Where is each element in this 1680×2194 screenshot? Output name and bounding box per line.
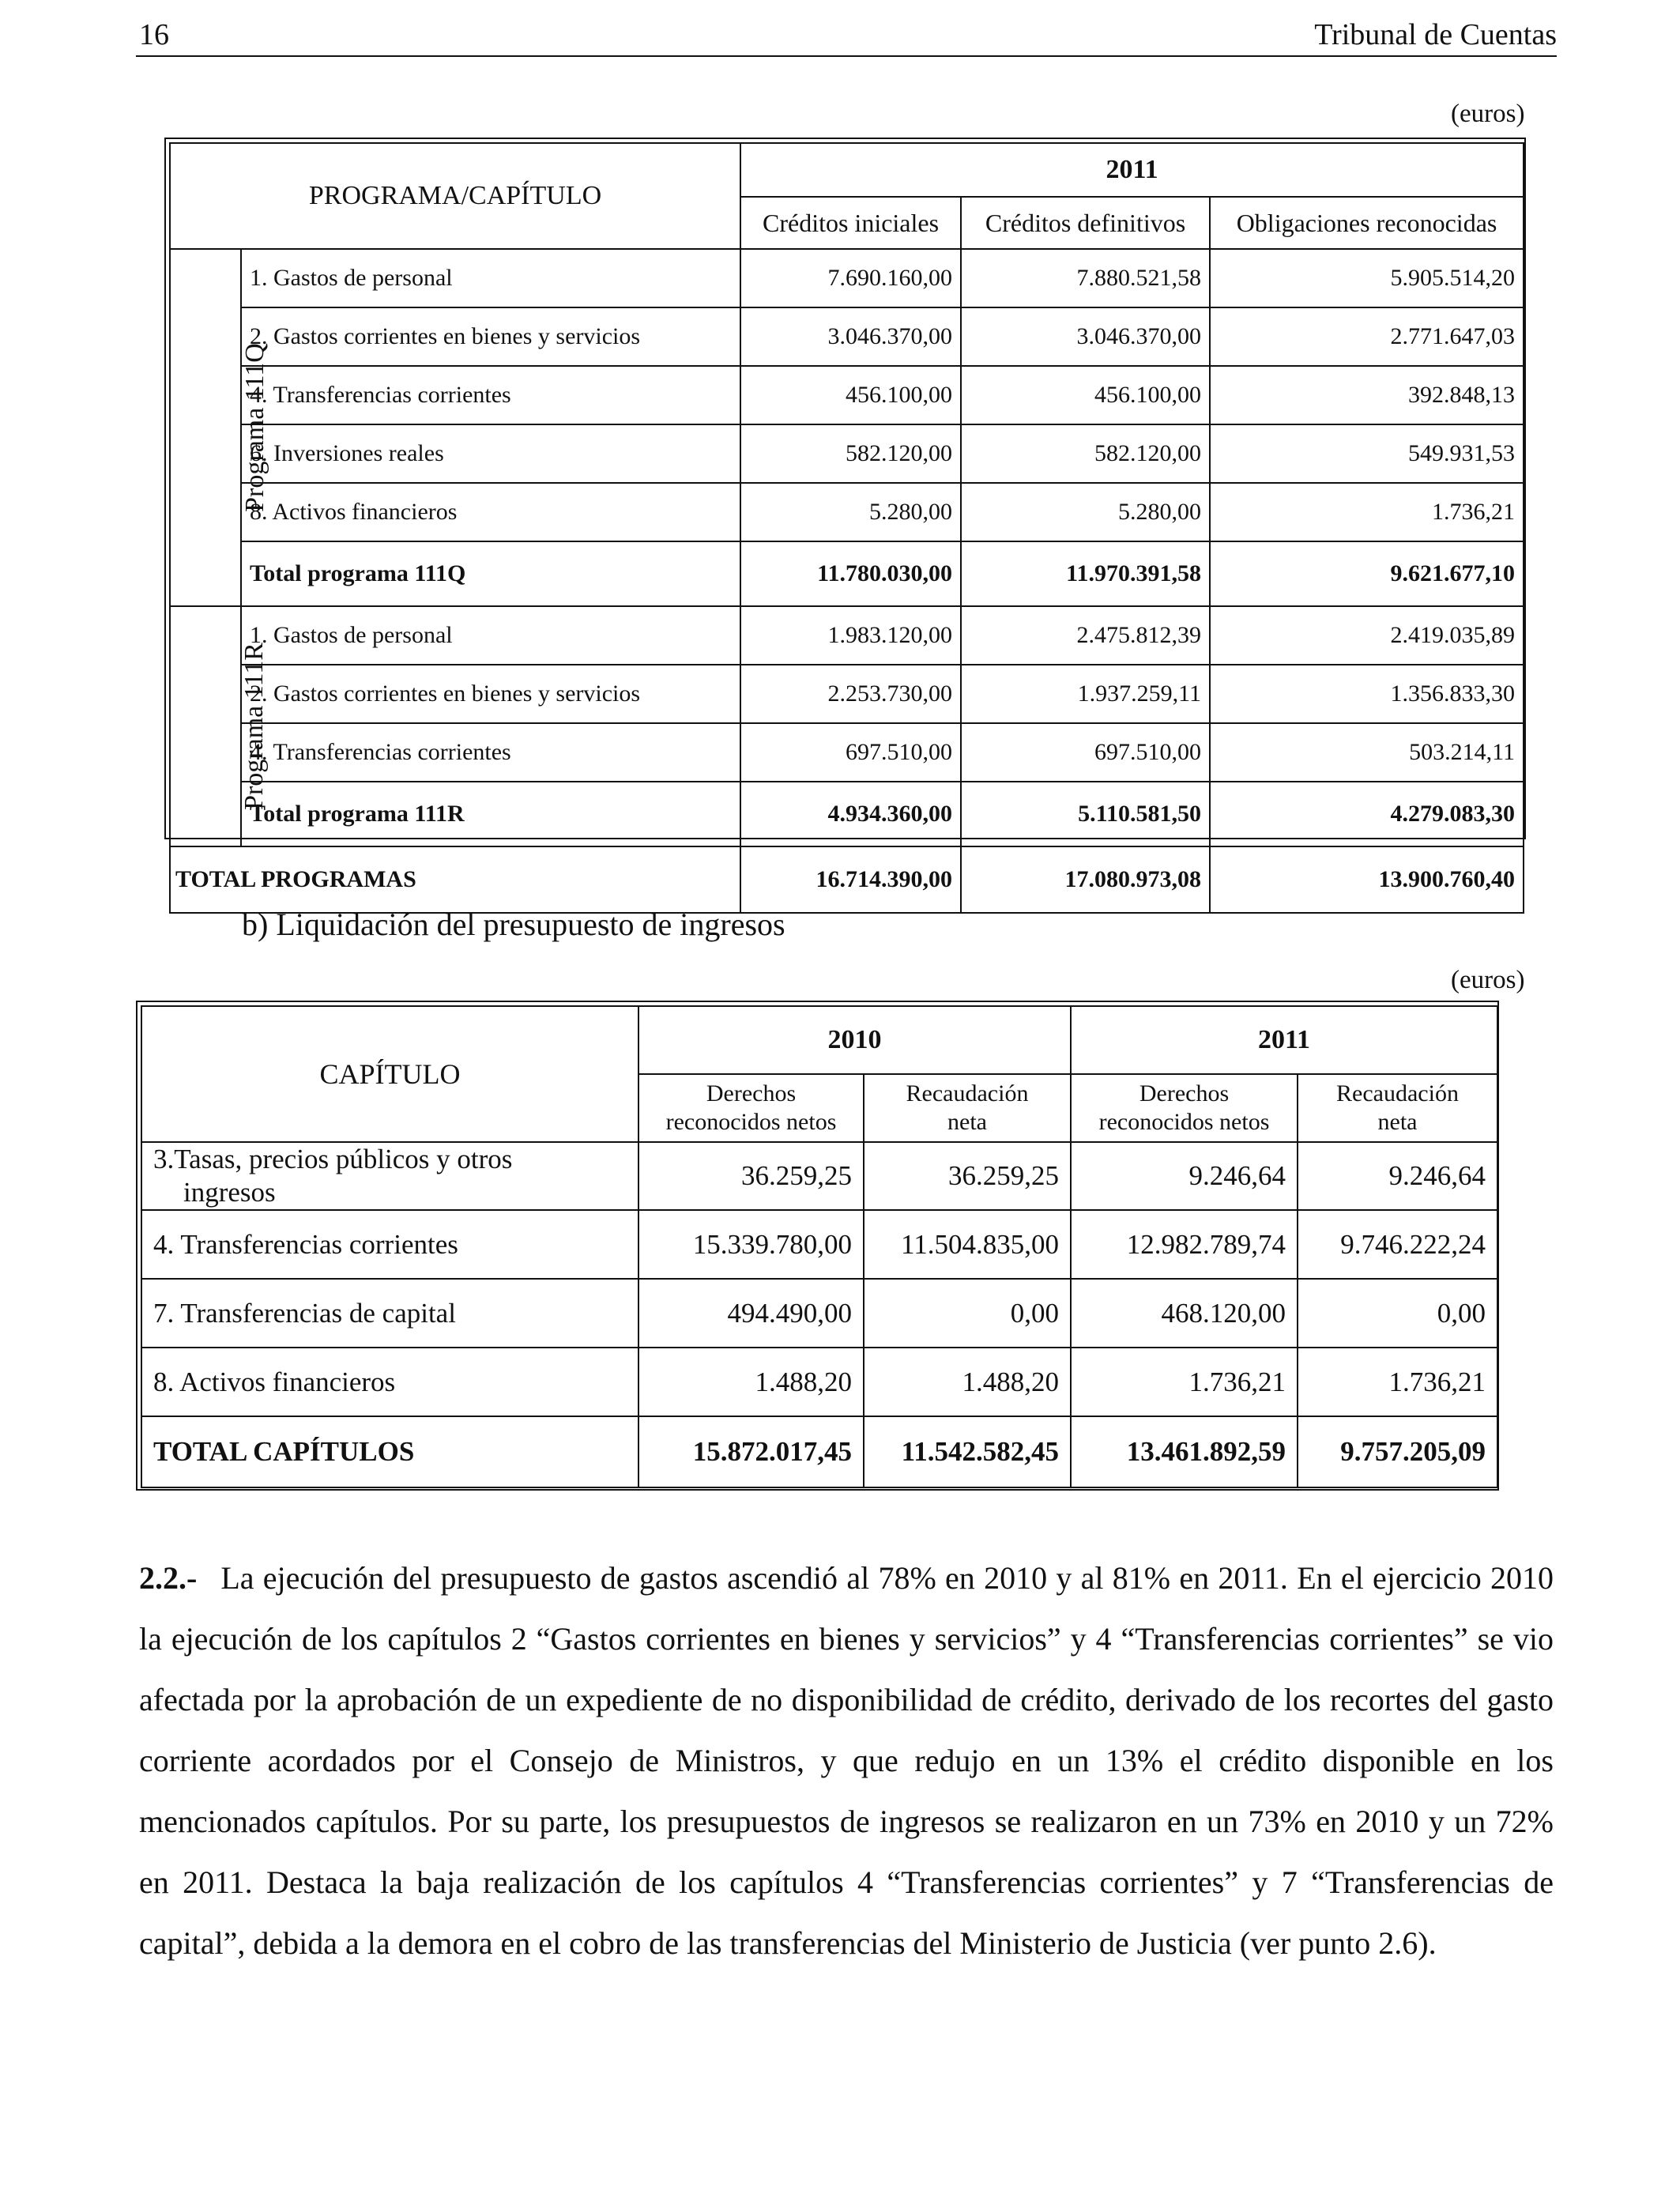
table-row	[170, 249, 1524, 307]
program-total-row	[170, 541, 1524, 606]
sub-column-header	[638, 1074, 864, 1142]
year-header: 2011	[740, 143, 1524, 197]
sub-column-header-line: reconocidos netos	[665, 1109, 837, 1135]
total-value: 11.542.582,45	[864, 1416, 1071, 1487]
cell-value: 7.690.160,00	[740, 249, 961, 307]
sub-column-header-line: Recaudación	[1336, 1080, 1459, 1106]
program-total-row	[170, 782, 1524, 846]
sub-column-header-line: Derechos	[1139, 1080, 1230, 1106]
capitulo-header: CAPÍTULO	[141, 1006, 638, 1142]
program-total-label: Total programa 111R	[241, 782, 740, 846]
cell-value: 0,00	[1298, 1279, 1497, 1348]
col-header-creditos-iniciales: Créditos iniciales	[740, 197, 961, 249]
program-name: Programa 111R	[239, 643, 269, 810]
program-label	[170, 606, 269, 846]
col-header-creditos-definitivos: Créditos definitivos	[961, 197, 1210, 249]
program-total-value: 11.780.030,00	[740, 541, 961, 606]
gastos-table-frame	[164, 138, 1526, 892]
program-name: Programa 111Q	[239, 343, 269, 512]
table-row	[141, 1279, 1497, 1348]
ingresos-unit-label: (euros)	[1451, 966, 1525, 994]
cell-value: 697.510,00	[961, 723, 1210, 782]
grand-total-value: 17.080.973,08	[961, 846, 1210, 913]
cell-value: 15.339.780,00	[638, 1210, 864, 1279]
running-title: Tribunal de Cuentas	[1314, 18, 1557, 51]
cell-value: 3.046.370,00	[740, 307, 961, 366]
row-label	[141, 1210, 638, 1279]
total-label: TOTAL CAPÍTULOS	[141, 1416, 638, 1487]
row-label-line: ingresos	[183, 1177, 276, 1208]
cell-value: 5.905.514,20	[1210, 249, 1524, 307]
grand-total-label: TOTAL PROGRAMAS	[170, 846, 740, 913]
table-row	[170, 606, 1524, 665]
row-label	[141, 1142, 638, 1210]
program-total-value: 4.934.360,00	[740, 782, 961, 846]
sub-column-header-line: neta	[947, 1109, 987, 1135]
program-total-value: 5.110.581,50	[961, 782, 1210, 846]
sub-column-header	[1071, 1074, 1298, 1142]
cell-value: 12.982.789,74	[1071, 1210, 1298, 1279]
cell-value: 468.120,00	[1071, 1279, 1298, 1348]
page-number: 16	[139, 18, 169, 51]
row-label-line: 7. Transferencias de capital	[153, 1297, 456, 1329]
paragraph-text: La ejecución del presupuesto de gastos ascendió al 78% en 2010 y al 81% en 2011. En el ejercicio 2010 la ejecución de los capítulos 2 “Gastos corrientes en bienes y servicios” y 4 “Transferencias corrientes” se vio afectada por la aprobación de un expediente de no disponibilidad de crédito, derivado de los recortes del gasto corriente acordados por el Consejo de Ministros, y que redujo en un 13% el crédito disponible en los mencionados capítulos. Por su parte, los presupuestos de ingresos se realizaron en un 73% en 2010 y un 72% en 2011. Destaca la baja realización de los capítulos 4 “Transferencias corrientes” y 7 “Transferencias de capital”, debida a la demora en el cobro de las transferencias del Ministerio de Justicia (ver punto 2.6).	[139, 1560, 1554, 1961]
row-label: 8. Activos financieros	[241, 483, 740, 541]
gastos-table	[169, 142, 1524, 914]
table-row	[170, 723, 1524, 782]
cell-value: 1.356.833,30	[1210, 665, 1524, 723]
grand-total-value: 13.900.760,40	[1210, 846, 1524, 913]
cell-value: 392.848,13	[1210, 366, 1524, 424]
ingresos-table-frame	[136, 1001, 1499, 1491]
cell-value: 697.510,00	[740, 723, 961, 782]
grand-total-value: 16.714.390,00	[740, 846, 961, 913]
cell-value: 1.736,21	[1210, 483, 1524, 541]
col-header-obligaciones-reconocidas: Obligaciones reconocidas	[1210, 197, 1524, 249]
program-total-value: 11.970.391,58	[961, 541, 1210, 606]
total-value: 15.872.017,45	[638, 1416, 864, 1487]
paragraph-2-2	[139, 1547, 1554, 1973]
programa-capitulo-header: PROGRAMA/CAPÍTULO	[170, 143, 740, 249]
table-row	[170, 424, 1524, 483]
year-header-2010: 2010	[638, 1006, 1071, 1074]
row-label: 2. Gastos corrientes en bienes y servicios	[241, 307, 740, 366]
cell-value: 0,00	[864, 1279, 1071, 1348]
table-row	[141, 1142, 1497, 1210]
sub-column-header-line: Recaudación	[906, 1080, 1029, 1106]
cell-value: 1.488,20	[638, 1348, 864, 1416]
program-total-value: 4.279.083,30	[1210, 782, 1524, 846]
row-label-line: 3.Tasas, precios públicos y otros	[153, 1144, 513, 1174]
row-label: 6. Inversiones reales	[241, 424, 740, 483]
cell-value: 456.100,00	[740, 366, 961, 424]
total-value: 13.461.892,59	[1071, 1416, 1298, 1487]
cell-value: 456.100,00	[961, 366, 1210, 424]
row-label	[141, 1348, 638, 1416]
sub-column-header	[864, 1074, 1071, 1142]
cell-value: 1.983.120,00	[740, 606, 961, 665]
cell-value: 2.253.730,00	[740, 665, 961, 723]
page-header	[136, 16, 1557, 57]
row-label-line: 8. Activos financieros	[153, 1366, 396, 1397]
table-row	[141, 1348, 1497, 1416]
cell-value: 2.771.647,03	[1210, 307, 1524, 366]
cell-value: 5.280,00	[961, 483, 1210, 541]
cell-value: 494.490,00	[638, 1279, 864, 1348]
cell-value: 1.736,21	[1298, 1348, 1497, 1416]
sub-column-header	[1298, 1074, 1497, 1142]
cell-value: 9.246,64	[1071, 1142, 1298, 1210]
program-total-label: Total programa 111Q	[241, 541, 740, 606]
cell-value: 9.746.222,24	[1298, 1210, 1497, 1279]
table-row	[170, 366, 1524, 424]
gastos-unit-label: (euros)	[1451, 100, 1525, 128]
table-row	[170, 307, 1524, 366]
cell-value: 7.880.521,58	[961, 249, 1210, 307]
cell-value: 582.120,00	[740, 424, 961, 483]
cell-value: 1.937.259,11	[961, 665, 1210, 723]
row-label: 1. Gastos de personal	[241, 606, 740, 665]
cell-value: 36.259,25	[864, 1142, 1071, 1210]
cell-value: 2.475.812,39	[961, 606, 1210, 665]
cell-value: 11.504.835,00	[864, 1210, 1071, 1279]
cell-value: 5.280,00	[740, 483, 961, 541]
table-row	[170, 483, 1524, 541]
cell-value: 2.419.035,89	[1210, 606, 1524, 665]
cell-value: 1.736,21	[1071, 1348, 1298, 1416]
sub-column-header-line: reconocidos netos	[1098, 1109, 1270, 1135]
program-total-value: 9.621.677,10	[1210, 541, 1524, 606]
row-label: 4. Transferencias corrientes	[241, 366, 740, 424]
table-row	[170, 665, 1524, 723]
row-label: 4. Transferencias corrientes	[241, 723, 740, 782]
cell-value: 9.246,64	[1298, 1142, 1497, 1210]
total-value: 9.757.205,09	[1298, 1416, 1497, 1487]
row-label: 2. Gastos corrientes en bienes y servicios	[241, 665, 740, 723]
paragraph-number: 2.2.-	[139, 1560, 198, 1596]
ingresos-table	[141, 1005, 1498, 1488]
table-row	[141, 1210, 1497, 1279]
sub-column-header-line: Derechos	[706, 1080, 797, 1106]
cell-value: 1.488,20	[864, 1348, 1071, 1416]
cell-value: 36.259,25	[638, 1142, 864, 1210]
row-label: 1. Gastos de personal	[241, 249, 740, 307]
cell-value: 3.046.370,00	[961, 307, 1210, 366]
sub-column-header-line: neta	[1377, 1109, 1418, 1135]
total-row	[141, 1416, 1497, 1487]
section-b-heading: b) Liquidación del presupuesto de ingresos	[242, 907, 785, 942]
row-label	[141, 1279, 638, 1348]
grand-total-row	[170, 846, 1524, 913]
year-header-2011: 2011	[1071, 1006, 1497, 1074]
cell-value: 549.931,53	[1210, 424, 1524, 483]
row-label-line: 4. Transferencias corrientes	[153, 1228, 458, 1260]
cell-value: 503.214,11	[1210, 723, 1524, 782]
cell-value: 582.120,00	[961, 424, 1210, 483]
program-label	[170, 249, 269, 606]
